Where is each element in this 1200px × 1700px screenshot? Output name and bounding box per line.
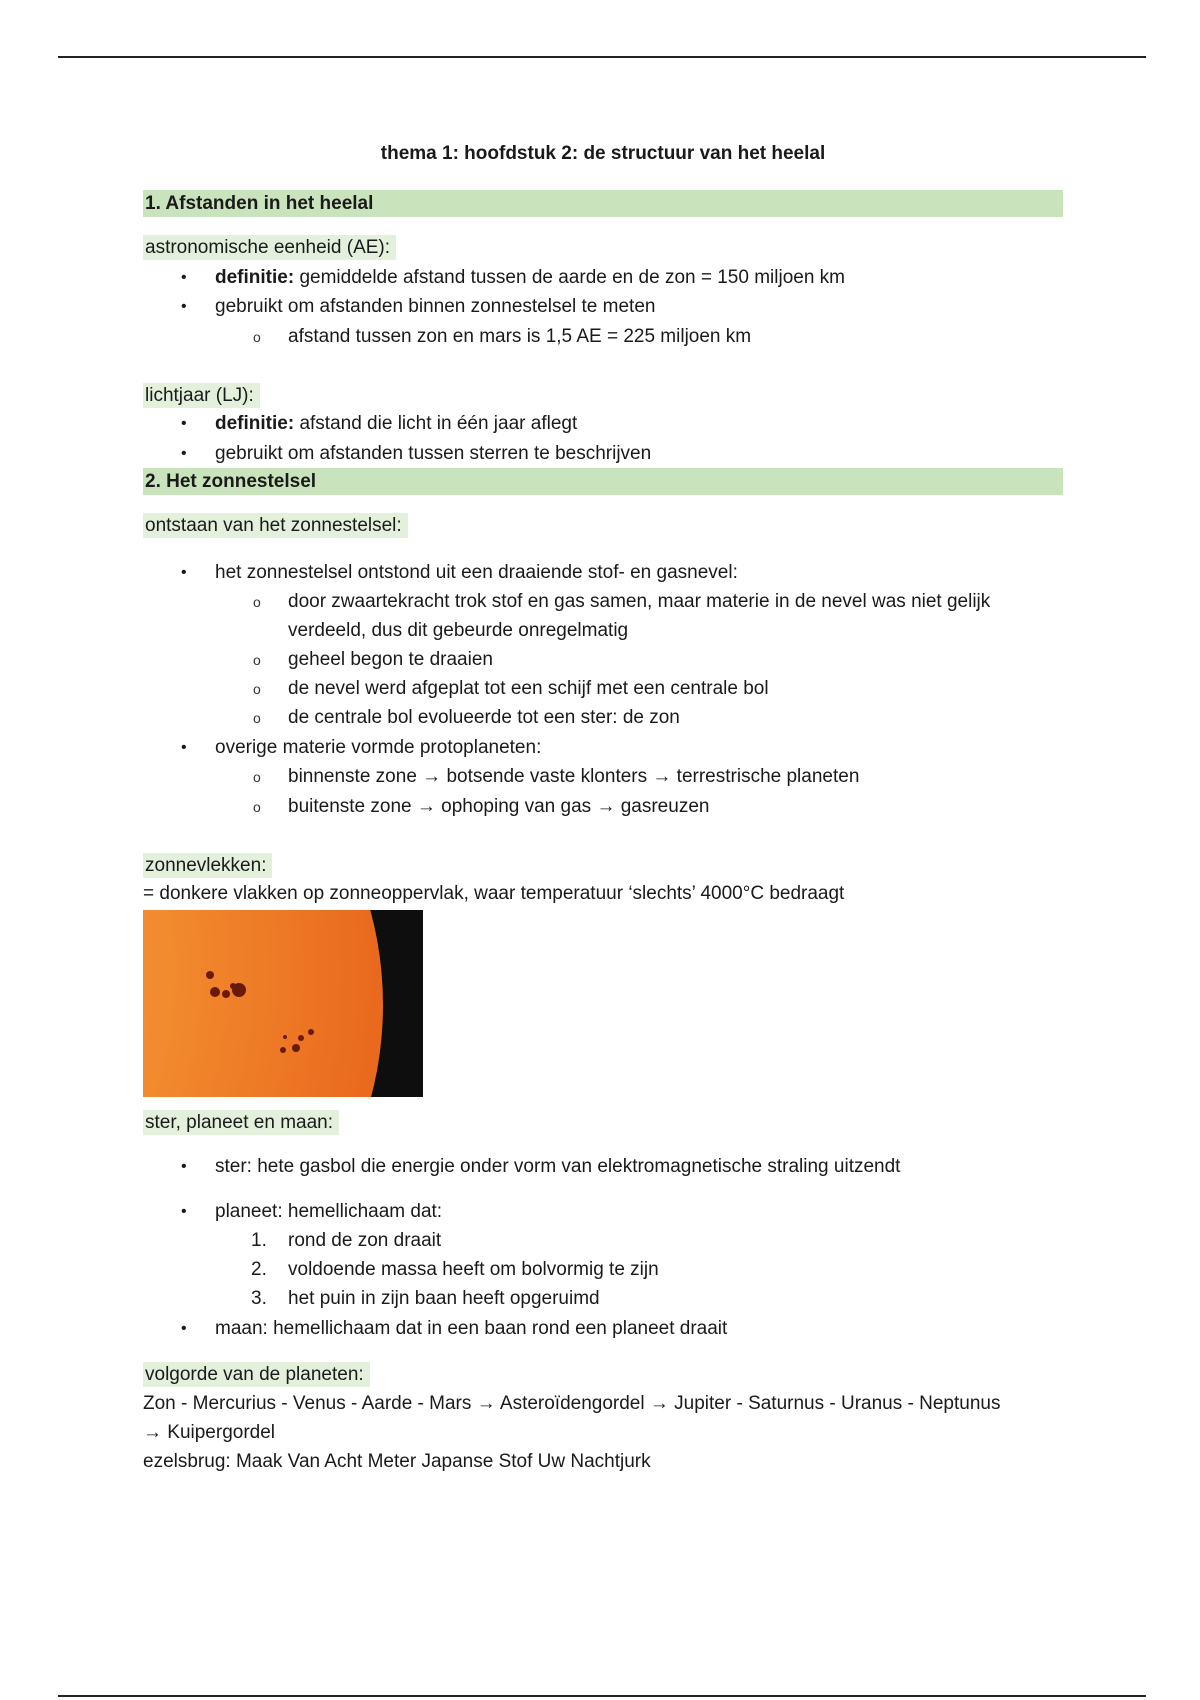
- sub-bullet: o: [253, 799, 261, 815]
- planeet-item-2: voldoende massa heeft om bolvormig te zijn: [288, 1259, 659, 1280]
- ae-use: gebruikt om afstanden binnen zonnestelsel te meten: [215, 296, 656, 317]
- sun-illustration: [143, 910, 423, 1097]
- planet-order-line-2: → Kuipergordel: [143, 1422, 276, 1443]
- sub-bullet: o: [253, 329, 261, 345]
- sub-bullet: o: [253, 652, 261, 668]
- bullet: •: [181, 1158, 187, 1175]
- list-number: 1.: [251, 1230, 267, 1251]
- origin-sub-1c: de nevel werd afgeplat tot een schijf met een centrale bol: [288, 678, 769, 699]
- sunspots-definition: = donkere vlakken op zonneoppervlak, waar temperatuur ‘slechts’ 4000°C bedraagt: [143, 883, 845, 904]
- origin-sub-1b: geheel begon te draaien: [288, 649, 493, 670]
- page-title: thema 1: hoofdstuk 2: de structuur van het heelal: [380, 143, 826, 164]
- origin-sub-1a-cont: verdeeld, dus dit gebeurde onregelmatig: [288, 620, 629, 641]
- ae-example: afstand tussen zon en mars is 1,5 AE = 225 miljoen km: [288, 326, 752, 347]
- bullet: •: [181, 269, 187, 286]
- origin-sub-1a: door zwaartekracht trok stof en gas samen, maar materie in de nevel was niet gelijk: [288, 591, 991, 612]
- origin-sub-1d: de centrale bol evolueerde tot een ster: de zon: [288, 707, 680, 728]
- origin-sub-2b: buitenste zone → ophoping van gas → gasreuzen: [288, 796, 710, 817]
- lj-use: gebruikt om afstanden tussen sterren te beschrijven: [215, 443, 652, 464]
- sub-bullet: o: [253, 681, 261, 697]
- origin-bullet-1: het zonnestelsel ontstond uit een draaiende stof- en gasnevel:: [215, 562, 738, 583]
- label-ontstaan: ontstaan van het zonnestelsel:: [143, 513, 408, 538]
- bullet: •: [181, 1320, 187, 1337]
- bottom-rule: [58, 1695, 1146, 1697]
- maan-definition: maan: hemellichaam dat in een baan rond een planeet draait: [215, 1318, 728, 1339]
- lj-definition: definitie: afstand die licht in één jaar aflegt: [215, 413, 578, 434]
- sub-bullet: o: [253, 594, 261, 610]
- label-lj: lichtjaar (LJ):: [143, 383, 260, 408]
- top-rule: [58, 56, 1146, 58]
- bullet: •: [181, 298, 187, 315]
- ae-definition: definitie: gemiddelde afstand tussen de aarde en de zon = 150 miljoen km: [215, 267, 846, 288]
- label-ster-planeet-maan: ster, planeet en maan:: [143, 1110, 339, 1135]
- ster-definition: ster: hete gasbol die energie onder vorm van elektromagnetische straling uitzendt: [215, 1156, 901, 1177]
- origin-bullet-2: overige materie vormde protoplaneten:: [215, 737, 542, 758]
- label-volgorde: volgorde van de planeten:: [143, 1362, 370, 1387]
- planeet-item-3: het puin in zijn baan heeft opgeruimd: [288, 1288, 600, 1309]
- bullet: •: [181, 415, 187, 432]
- planet-order-line-1: Zon - Mercurius - Venus - Aarde - Mars → Asteroïdengordel → Jupiter - Saturnus - Uranus - Neptunus: [143, 1393, 1001, 1414]
- bullet: •: [181, 564, 187, 581]
- list-number: 3.: [251, 1288, 267, 1309]
- bullet: •: [181, 445, 187, 462]
- list-number: 2.: [251, 1259, 267, 1280]
- bullet: •: [181, 1203, 187, 1220]
- section-heading-zonnestelsel: 2. Het zonnestelsel: [143, 468, 1063, 495]
- label-ae: astronomische eenheid (AE):: [143, 235, 396, 260]
- label-zonnevlekken: zonnevlekken:: [143, 853, 272, 878]
- sub-bullet: o: [253, 769, 261, 785]
- section-heading-afstanden: 1. Afstanden in het heelal: [143, 190, 1063, 217]
- sunspot-photo: [143, 910, 423, 1097]
- sub-bullet: o: [253, 710, 261, 726]
- planeet-definition: planeet: hemellichaam dat:: [215, 1201, 443, 1222]
- planeet-item-1: rond de zon draait: [288, 1230, 442, 1251]
- origin-sub-2a: binnenste zone → botsende vaste klonters → terrestrische planeten: [288, 766, 860, 787]
- mnemonic: ezelsbrug: Maak Van Acht Meter Japanse Stof Uw Nachtjurk: [143, 1451, 651, 1472]
- bullet: •: [181, 739, 187, 756]
